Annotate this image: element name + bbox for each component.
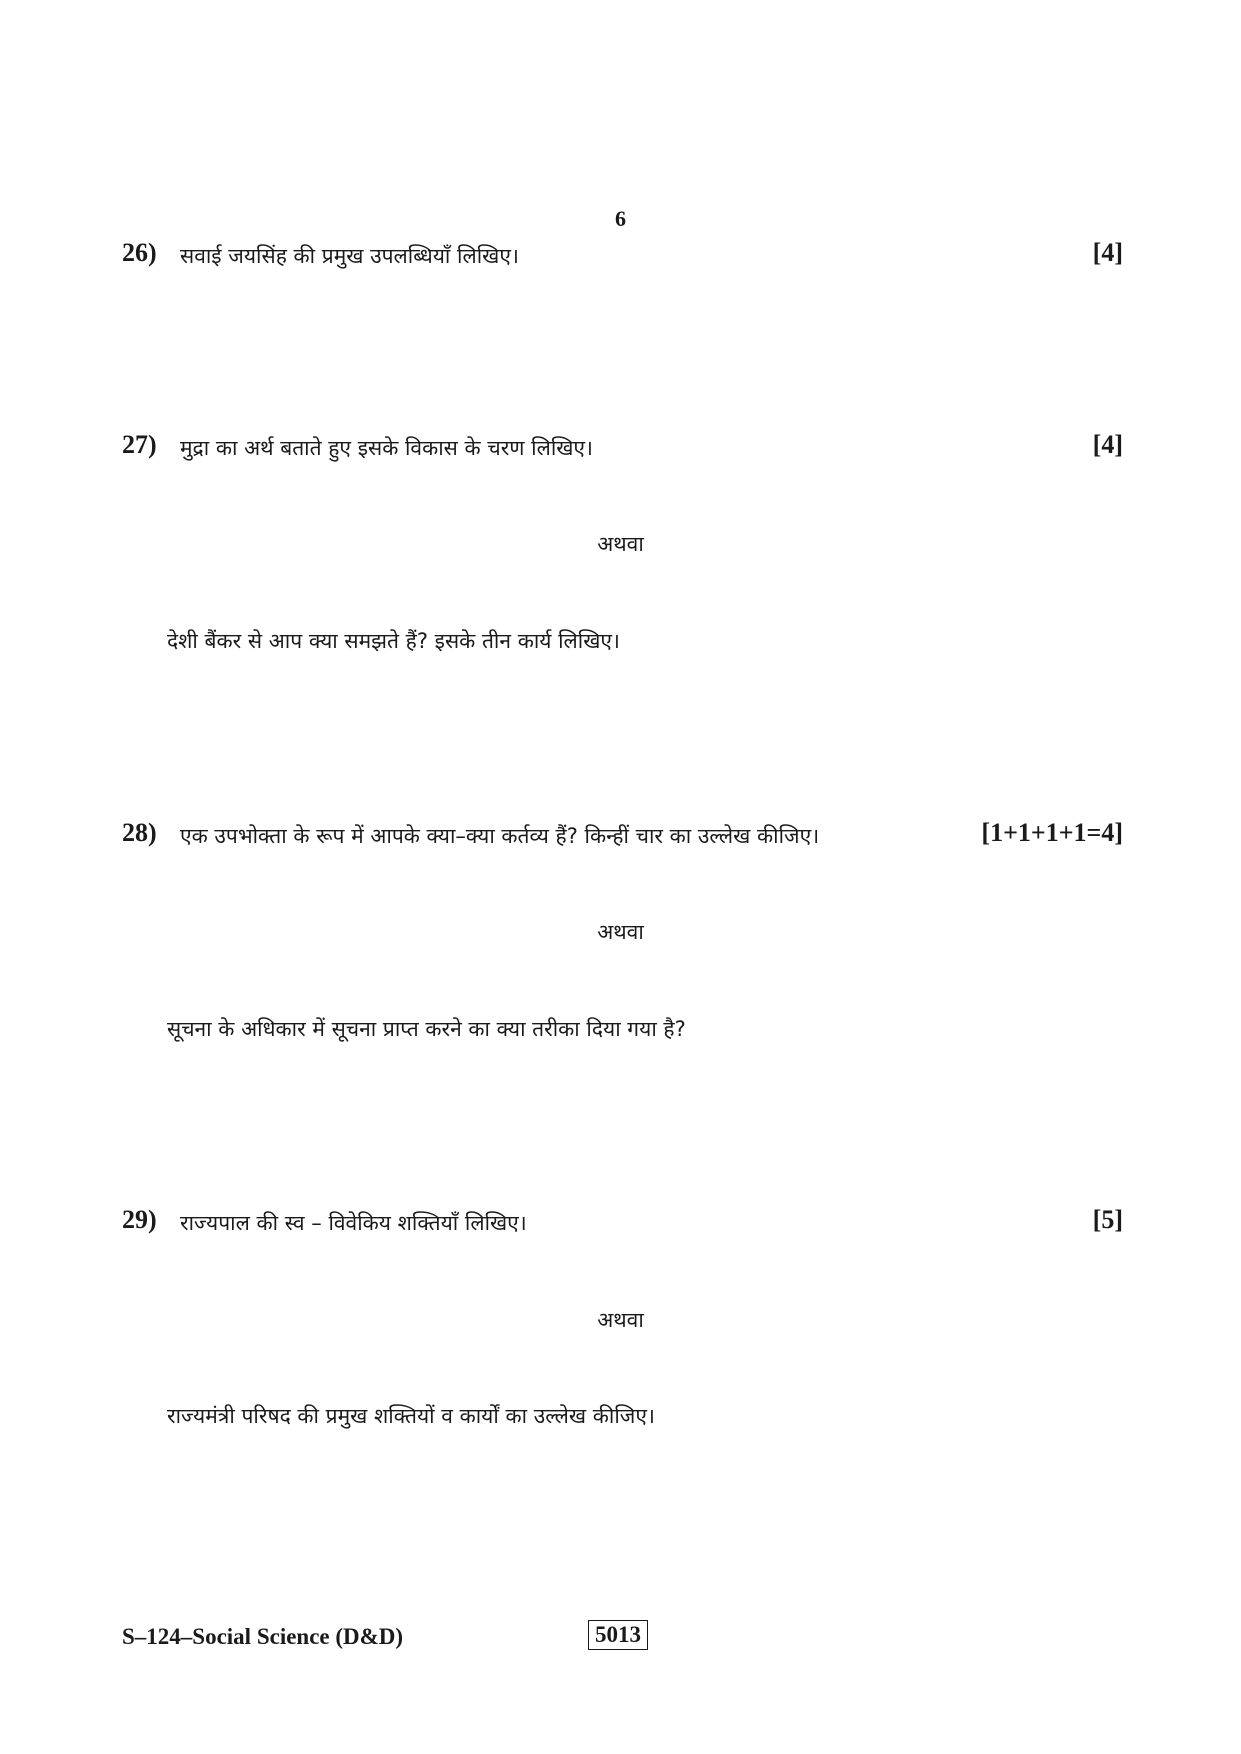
or-label: अथवा: [597, 920, 644, 944]
question-number: 26): [122, 238, 157, 267]
question-text: मुद्रा का अर्थ बताते हुए इसके विकास के चरण लिखिए।: [180, 436, 594, 460]
alternative-question: सूचना के अधिकार में सूचना प्राप्त करने का क्या तरीका दिया गया है?: [167, 1017, 686, 1041]
page-number: 6: [615, 206, 626, 231]
or-label: अथवा: [597, 532, 644, 556]
alternative-question: देशी बैंकर से आप क्या समझते हैं? इसके तीन कार्य लिखिए।: [167, 629, 620, 653]
question-number: 29): [122, 1205, 157, 1234]
or-label: अथवा: [597, 1308, 644, 1332]
booklet-number: 5013: [588, 1620, 648, 1650]
question-marks: [4]: [1092, 430, 1123, 459]
question-text: एक उपभोक्ता के रूप में आपके क्या–क्या कर्तव्य हैं? किन्हीं चार का उल्लेख कीजिए।: [180, 824, 820, 848]
paper-code: S–124–Social Science (D&D): [122, 1624, 404, 1649]
question-marks: [1+1+1+1=4]: [981, 818, 1123, 847]
question-number: 27): [122, 430, 157, 459]
alternative-question: राज्यमंत्री परिषद की प्रमुख शक्तियों व कार्यों का उल्लेख कीजिए।: [167, 1404, 655, 1428]
question-text: राज्यपाल की स्व – विवेकिय शक्तियाँ लिखिए।: [180, 1211, 527, 1235]
question-text: सवाई जयसिंह की प्रमुख उपलब्धियाँ लिखिए।: [180, 244, 519, 268]
question-number: 28): [122, 818, 157, 847]
question-marks: [4]: [1092, 238, 1123, 267]
question-marks: [5]: [1092, 1205, 1123, 1234]
